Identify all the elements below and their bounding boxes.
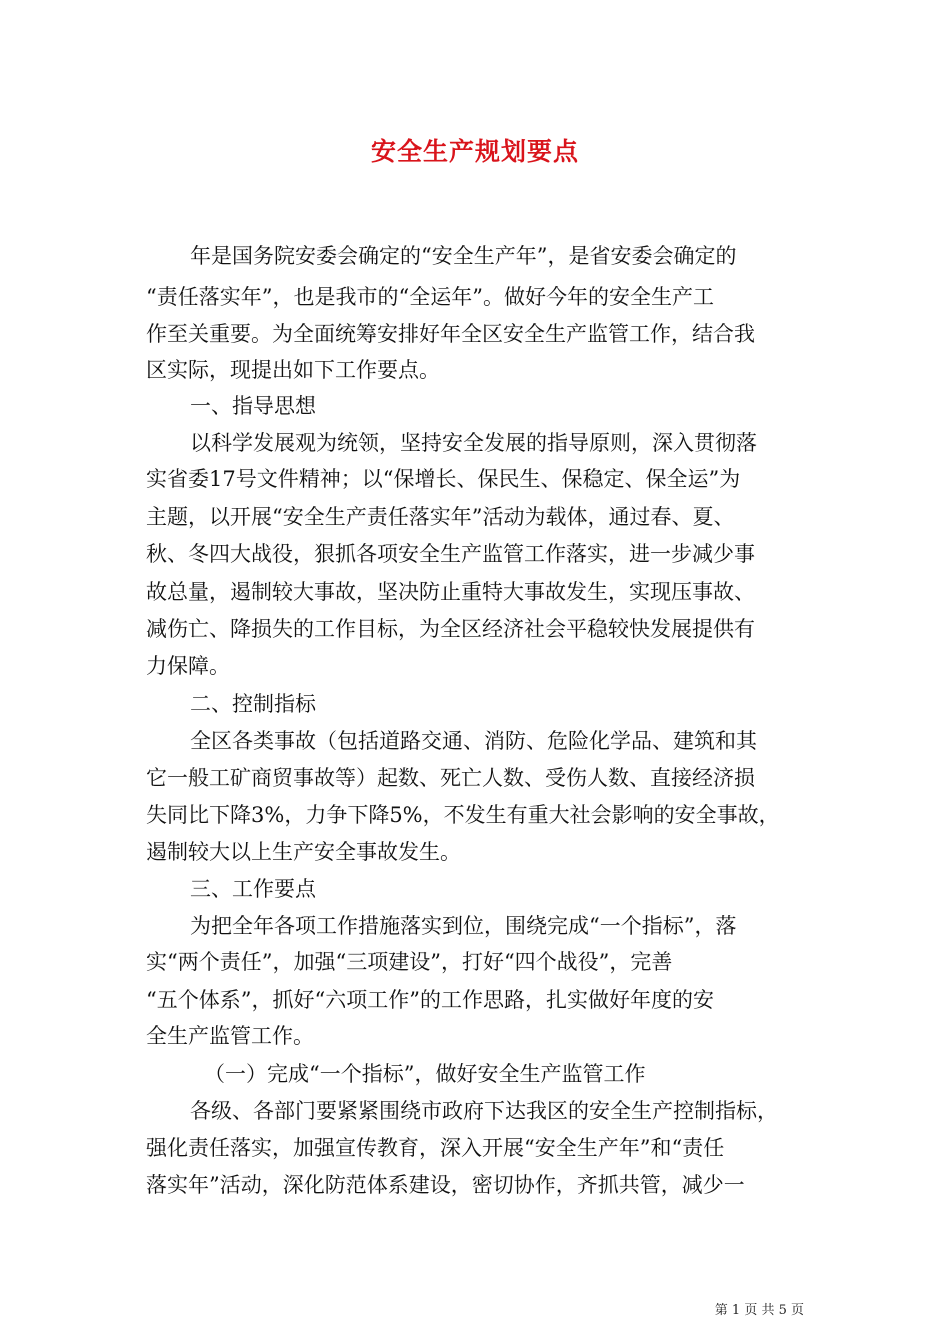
paragraph-line: 它一般工矿商贸事故等）起数、死亡人数、受伤人数、直接经济损	[146, 766, 755, 790]
paragraph-line: 主题，以开展“安全生产责任落实年”活动为载体，通过春、夏、	[146, 505, 735, 529]
subsection-heading: （一）完成“一个指标”，做好安全生产监管工作	[204, 1062, 646, 1086]
paragraph-line: 全区各类事故（包括道路交通、消防、危险化学品、建筑和其	[190, 729, 757, 753]
paragraph-line: “责任落实年”，也是我市的“全运年”。做好今年的安全生产工	[146, 285, 714, 309]
paragraph-line: 各级、各部门要紧紧围绕市政府下达我区的安全生产控制指标，	[190, 1099, 778, 1123]
paragraph-line: 故总量，遏制较大事故，坚决防止重特大事故发生，实现压事故、	[146, 580, 755, 604]
section-heading-control-indicators: 二、控制指标	[190, 692, 316, 716]
paragraph-line: 作至关重要。为全面统筹安排好年全区安全生产监管工作，结合我	[146, 322, 755, 346]
page-number-footer: 第 1 页 共 5 页	[714, 1303, 804, 1318]
paragraph-line: 秋、冬四大战役，狠抓各项安全生产监管工作落实，进一步减少事	[146, 542, 755, 566]
document-title: 安全生产规划要点	[370, 137, 579, 166]
paragraph-line: 年是国务院安委会确定的“安全生产年”，是省安委会确定的	[190, 244, 737, 268]
paragraph-line: 以科学发展观为统领，坚持安全发展的指导原则，深入贯彻落	[190, 431, 757, 455]
paragraph-line: 失同比下降3%，力争下降5%，不发生有重大社会影响的安全事故，	[146, 803, 780, 827]
paragraph-line: 减伤亡、降损失的工作目标，为全区经济社会平稳较快发展提供有	[146, 617, 755, 641]
paragraph-line: 实省委17号文件精神；以“保增长、保民生、保稳定、保全运”为	[146, 467, 741, 491]
paragraph-line: 全生产监管工作。	[146, 1024, 314, 1048]
paragraph-line: 落实年”活动，深化防范体系建设，密切协作，齐抓共管，减少一	[146, 1173, 745, 1197]
paragraph-line: 区实际，现提出如下工作要点。	[146, 358, 440, 382]
section-heading-guiding-ideology: 一、指导思想	[190, 394, 316, 418]
paragraph-line: 实“两个责任”，加强“三项建设”，打好“四个战役”，完善	[146, 950, 673, 974]
paragraph-line: “五个体系”，抓好“六项工作”的工作思路，扎实做好年度的安	[146, 988, 714, 1012]
section-heading-work-points: 三、工作要点	[190, 877, 316, 901]
paragraph-line: 强化责任落实，加强宣传教育，深入开展“安全生产年”和“责任	[146, 1136, 725, 1160]
paragraph-line: 为把全年各项工作措施落实到位，围绕完成“一个指标”，落	[190, 914, 737, 938]
paragraph-line: 遏制较大以上生产安全事故发生。	[146, 840, 461, 864]
paragraph-line: 力保障。	[146, 654, 230, 678]
